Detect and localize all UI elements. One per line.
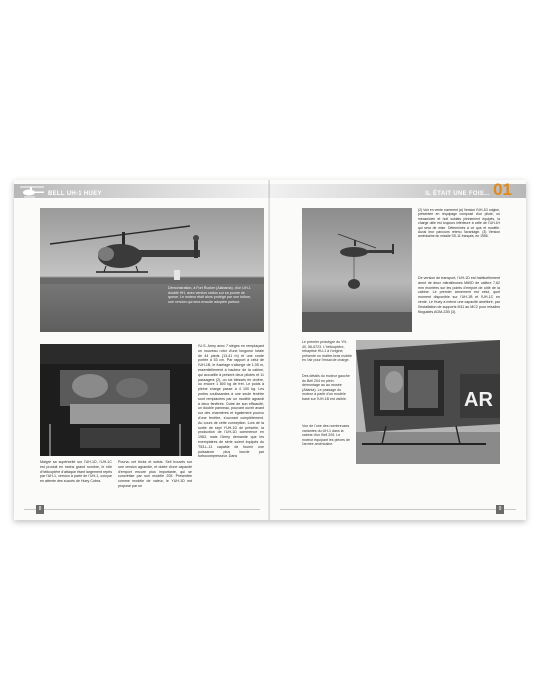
header-band-right: [270, 184, 526, 198]
footer-right: [270, 505, 526, 514]
header-title-right: IL ÉTAIT UNE FOIS...: [425, 191, 490, 197]
photo-engine-bay: [40, 344, 192, 456]
left-column-1: Malgré sa supériorité sur l'UH-1D, l'UH-1C est produit en moins grand nombre, le rôle d'hélicoptère d'attaque étant largement repris par l'AH-1, version à partir de l'UH-1, conçue en attente des succès de Huey Cobra.: [40, 460, 112, 484]
right-top-notes: (2) Voir en vente comment (a) Version l'UH-1D origine, présentée en réquipage composé d'un pilote, un mécanicien et huit soldats pleinement équipés, la charge utile est toujours inférieure à celle de l'UH-1H qui sera de mise. Déterminés à ce que et modèle. Aussi leur parcours retenu l'avantage. (3) Version américaine du missile SS-11 français, en 1956.: [418, 208, 500, 239]
photo-huey-field: [40, 208, 264, 332]
right-column-text: De version de transport, l'UH-1D est habituellement armé de deux mitrailleuses M60D de calibre 7,62 mm montées sur les points d'emport de côté de la cabine. Le premier armement est celui, quel moment disponible sur l'UH-1B et l'UH-1C en vente. Le Huey a même une capacité amélioré, par l'installation de supports M11 au MC2 pour missiles filoguidés AGM-22B (3).: [418, 276, 500, 314]
helicopter-logo-icon: [18, 184, 46, 200]
caption-prototype: Le premier prototype du YH-40, 56-6723. L'hélicoptère, rebaptisé HU-1 à l'origine, présente un maître-bras mobile en l'air pour l'essai de charge.: [302, 340, 352, 363]
header-band-left: [14, 184, 270, 198]
left-column-2: Pourvu cet tricks et sotsis. Sell trouvés sur une version agrandie, et dotée d'une capacité d'emport encore plus importante, qui se concrétise par son modèle 205. Présentée comme modèle de valeur, le YUH-1D est proposé par un: [118, 460, 192, 488]
caption-engine-detail: Des détails du moteur gauche du Bell 204 en plein démontage au au musée (Atlanta). Le passage du moteur à partir d'un modèle basé sur l'UH-1B est visible.: [302, 374, 350, 401]
left-page: [14, 180, 270, 520]
page-number-right: 9: [496, 505, 504, 514]
footer-left: [14, 505, 270, 514]
chapter-number: 01: [493, 180, 512, 199]
caption-top-photo: Démonstration, à Fort Rucker (Alabama), d'un UH-1 doublé HH, avec version radios sur sa poutre de queue. Le moteur était alors protégé par une toiture, une version qui sera ensuite adoptée partout.: [168, 286, 252, 304]
photo-ar-marking: AR: [464, 389, 493, 411]
caption-cabin: Vue de l'une des nombreuses variantes du UH-1 dans la cabine d'un Bell 205. Le moteur équipant les pièces de l'armée américaine.: [302, 424, 350, 447]
right-page: [270, 180, 526, 520]
header-title-left: BELL UH-1 HUEY: [48, 191, 102, 197]
magazine-spread: [14, 180, 526, 520]
left-column-3: l'U.S. Army avec 7 sièges en remplaçant un nouveau rotor d'une longueur totale de 44 pieds (13,41 m) et une corde portée à 53 cm. Par rapport à celui de l'UH-1B, le fuselage s'allonge de 1,05 m, essentiellement à hauteur de la cabine, qui accueille à présent deux pilotes et 11 passagers (2), ou six blessés en civière, ou encore 1 800 kg de fret. Le poids à pleine charge passe à 4 100 kg. Les portes coulissantes à une seule fenêtre sont remplacées par un modèle agrandi à deux fenêtres. Outre de son efficacité, un double panneau, pouvant ouvrir avant sur des charnières et également pourvu d'une fenêtre, s'ouvrant complètement. Au cours de cette conception. Lors de la sortie de sept YUH-1D de présérie, la production de l'UH-1D commence en 1963, mais l'Army demande que les exemplaires de série soient équipés du T53-L-11 capable de fournir une puissance plus lourde par turbocompresseur. Dans: [198, 344, 264, 459]
photo-heli-sling-load: [302, 208, 412, 332]
page-number-left: 8: [36, 505, 44, 514]
photo-huey-engine-open: [356, 340, 500, 464]
